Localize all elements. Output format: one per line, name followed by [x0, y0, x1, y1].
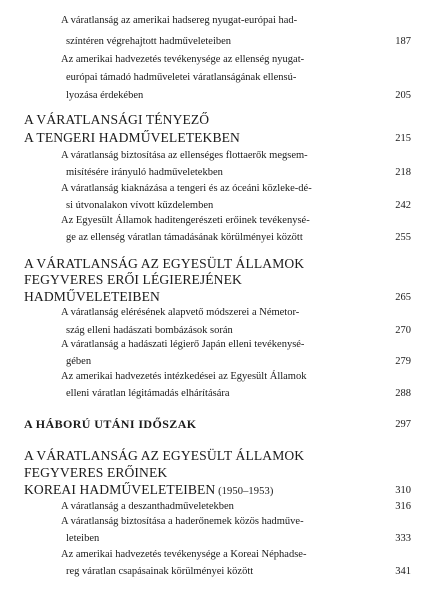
toc-page-number: 310 — [395, 485, 411, 496]
toc-page-number: 288 — [395, 388, 411, 399]
toc-entry-text: színtéren végrehajtott hadműveleteiben — [66, 36, 232, 47]
section-heading-main: KOREAI HADMŰVELETEIBEN — [24, 482, 216, 497]
section-heading — [24, 482, 273, 499]
section-heading-years: (1950–1953) — [215, 486, 274, 497]
toc-page-number: 297 — [395, 419, 411, 430]
section-heading: HADMŰVELETEIBEN — [24, 289, 160, 304]
toc-page-number: 218 — [395, 167, 411, 178]
section-heading: A VÁRATLANSÁG AZ EGYESÜLT ÁLLAMOK — [24, 448, 305, 463]
section-heading: A TENGERI HADMŰVELETEKBEN — [24, 130, 240, 145]
toc-page-number: 242 — [395, 200, 411, 211]
toc-entry-text: A váratlanság kiaknázása a tengeri és az óceáni közleke-dé- — [61, 183, 312, 194]
toc-page-number: 270 — [395, 325, 411, 336]
toc-entry-text: Az Egyesült Államok haditengerészeti erőinek tevékenysé- — [61, 215, 310, 226]
toc-entry-text: reg váratlan csapásainak körülményei között — [66, 566, 254, 577]
toc-entry-text: si útvonalakon vívott küzdelemben — [66, 200, 214, 211]
toc-page-number: 316 — [395, 501, 411, 512]
toc-page-number: 333 — [395, 533, 411, 544]
toc-entry-text: A váratlanság a hadászati légierő Japán elleni tevékenysé- — [61, 339, 305, 350]
toc-entry-text: európai támadó hadműveletei váratlanságának ellensú- — [66, 72, 297, 83]
toc-page-number: 215 — [395, 133, 411, 144]
toc-entry-text: Az amerikai hadvezetés intézkedései az Egyesült Államok — [61, 371, 307, 382]
toc-entry-text: gében — [66, 356, 92, 367]
toc-entry-text: szág elleni hadászati bombázások során — [66, 325, 233, 336]
toc-entry-text: A váratlanság biztosítása a haderőnemek közös hadműve- — [61, 516, 304, 527]
toc-entry-text: A váratlanság a deszanthadműveletekben — [61, 501, 234, 512]
toc-entry-text: A váratlanság elérésének alapvető módszerei a Németor- — [61, 307, 300, 318]
section-heading: A VÁRATLANSÁGI TÉNYEZŐ — [24, 112, 210, 127]
toc-entry-text: lyozása érdekében — [66, 90, 144, 101]
section-heading: FEGYVERES ERŐINEK — [24, 465, 168, 480]
toc-entry-text: A váratlanság biztosítása az ellenséges flottaerők megsem- — [61, 150, 308, 161]
toc-page-number: 205 — [395, 90, 411, 101]
section-heading: A VÁRATLANSÁG AZ EGYESÜLT ÁLLAMOK — [24, 256, 305, 271]
section-heading: A HÁBORÚ UTÁNI IDŐSZAK — [24, 417, 197, 431]
toc-page-number: 341 — [395, 566, 411, 577]
toc-page-number: 265 — [395, 292, 411, 303]
toc-entry-text: elleni váratlan légitámadás elhárítására — [66, 388, 230, 399]
section-heading: FEGYVERES ERŐI LÉGIEREJÉNEK — [24, 272, 242, 287]
toc-entry-text: misítésére irányuló hadműveletekben — [66, 167, 223, 178]
toc-entry-text: Az amerikai hadvezetés tevékenysége a Koreai Néphadse- — [61, 549, 307, 560]
toc-entry-text: ge az ellenség váratlan támadásának körülményei között — [66, 232, 303, 243]
toc-page-number: 187 — [395, 36, 411, 47]
toc-entry-text: A váratlanság az amerikai hadsereg nyugat-európai had- — [61, 15, 298, 26]
toc-entry-text: Az amerikai hadvezetés tevékenysége az ellenség nyugat- — [61, 54, 305, 65]
toc-entry-text: leteiben — [66, 533, 100, 544]
toc-page-number: 279 — [395, 356, 411, 367]
toc-page-number: 255 — [395, 232, 411, 243]
